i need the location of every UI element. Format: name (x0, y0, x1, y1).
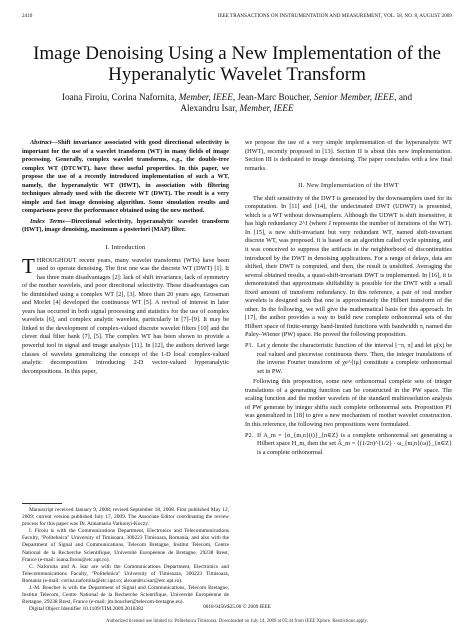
authors-part-1: Ioana Firoiu, Corina Nafornita, (61, 92, 177, 102)
left-column (22, 139, 229, 376)
download-notice: Authorized licensed use limited to: Politehnica Timisoara. Downloaded on July 14, 2009 at 05:44 from IEEE Xplore. Restrictions apply. (106, 619, 368, 624)
copyright-line: 0018-9456/$25.00 © 2009 IEEE (203, 604, 271, 610)
abstract-lead: Abstract (30, 139, 52, 146)
section-heading-introduction: I. Introduction (105, 244, 146, 252)
index-terms-text: —Directional selectivity, hyperanalytic wavelet transform (HWT), image denoising, maximum a posteriori (MAP) filter. (22, 217, 229, 234)
author-role-1: Member, IEEE, (178, 92, 236, 102)
proposition-p2-text: If A_m = {α_{m,n}(t)}_{n∈Z} is a complete orthonormal set generating a Hilbert space H_m, then the set Â_m = {(1/2π)^{1/2} · ω_{m,n}(ω)}_{n∈Z} is a complete orthonormal (257, 431, 452, 456)
intro-paragraph (22, 253, 229, 377)
footnote-rule (22, 503, 62, 504)
section2-paragraph-1: The shift sensitivity of the DWT is generated by the downsamplers used for its computation. In [11] and [14], the undecimated DWT (UDWT) is presented, which is a WT without downsamplers. Although the UDWT is shift insensitive, it has high redundancy 2^J (where J represents the number of iterations of the WT). In [15], a new shift-invariant but very redundant WT, named shift-invariant discrete WT, was proposed. It is based on an algorithm called cycle spinning, and it was conceived to suppress the artifacts in the neighborhood of discontinuities introduced by the DWT in denoising applications. For a range of delays, data are shifted, their DWT is computed, and then, the result is unshifted. Averaging the several obtained results, a quasi-shift-invariant DWT is implemented. In [16], it is demonstrated that approximate shiftability is possible for the DWT with a small fixed amount of transform redundancy. In this reference, a pair of real mother wavelets is designed such that one is approximately the Hilbert transform of the other. In the following, we will give the mathematical basis for this approach. In [17], the author provides a way to build new complete orthonormal sets of the Hilbert space of finite-energy band-limited functions with bandwidth π, named the Paley–Wiener (PW) space. He proved the following proposition. (245, 194, 452, 339)
page-number: 2410 (22, 13, 33, 19)
paper-title: Image Denoising Using a New Implementation of the Hyperanalytic Wavelet Transform (33, 43, 441, 85)
proposition-p2-tag: P2. (245, 431, 254, 439)
authors-part-4: Alexandru Isar, (180, 103, 238, 113)
footnote-author-boucher: J.-M. Boucher is with the Department of Signal and Communications, Telecom Bretagne, Institut Telecom, Centre National de la Recherche Scientifique, Université Européenne de Bretagne, 29238 Brest, France (e-mail: jm.boucher@telecom-bretagne.eu). (22, 585, 229, 606)
running-head (22, 13, 452, 19)
abstract-text: —Shift invariance associated with good directional selectivity is important for the use of a wavelet transform (WT) in many fields of image processing. Generally, complex wavelet transforms, e.g., the double-tree complex WT (DTCWT), have these useful properties. In this paper, we propose the use of a recently introduced implementation of such a WT, namely, the hyperanalytic WT (HWT), in association with filtering techniques already used with the discrete WT (DWT). The result is a very simple and fast image denoising algorithm. Some simulation results and comparisons prove the performance obtained using the new method. (22, 139, 229, 215)
footnote-author-nafornita-isar: C. Nafornita and A. Isar are with the Communications Department, Electronics and Telecommunications Faculty, "Politehnica" University of Timisoara, 300223 Timisoara, Romania (e-mail: corina.nafornita@etc.upt.ro; alexandru.isar@etc.upt.ro). (22, 563, 229, 584)
authors-part-3: and (398, 92, 413, 102)
footnotes (22, 503, 229, 613)
intro-text: HROUGHOUT recent years, many wavelet transforms (WTs) have been used to operate denoising. The first one was the discrete WT (DWT) [1]. It has three main disadvantages [2]: lack of shift invariance, lack of symmetry of the mother wavelets, and poor directional selectivity. These disadvantages can be diminished using a complex WT [2], [3]. More than 20 years ago, Grossman and Morlet [4] developed the continuous WT [5]. A revival of interest in later years has occurred in both signal processing and statistics for the use of complex wavelets [6], and complex analytic wavelets, particularly in [7]–[9]. It may be linked to the development of complex-valued discrete wavelet filters [10] and the clever dual filter bank [7], [5]. The complex WT has been shown to provide a powerful tool in signal and image analysis [11]. In [12], the authors derived large classes of wavelets generalizing the concept of the 1-D local complex-valued analytic decomposition introducing 2-D vector-valued hyperanalytic decompositions. In this paper, (22, 256, 229, 375)
proposition-p1-tag: P1. (245, 342, 254, 350)
footnote-doi: Digital Object Identifier 10.1109/TIM.2009.2016382 (29, 606, 144, 613)
proposition-p2 (245, 432, 452, 458)
author-role-3: Member, IEEE (239, 103, 294, 113)
footnote-manuscript: Manuscript received January 9, 2008; revised September 18, 2008. First published May 12, 2009; current version published July 17, 2009. The Associate Editor coordinating the review process for this paper was Dr. Annamaria Varkonyi-Koczy. (22, 507, 229, 528)
proposition-p1 (245, 342, 452, 376)
footnote-author-firoiu: I. Firoiu is with the Communications Department, Electronics and Telecommunications Faculty, "Politehnica" University of Timisoara, 300223 Timisoara, Romania, and also with the Department of Signal and Communications, Telecom Bretagne, Institut Telecom, Centre National de la Recherche Scientifique, Université Européenne de Bretagne, 29238 Brest, France (e-mail: ioana.firoiu@etc.upt.ro). (22, 528, 229, 563)
index-terms-lead: Index Terms (30, 217, 65, 225)
author-role-2: Senior Member, IEEE, (313, 92, 397, 102)
intro-continued: we propose the use of a very simple implementation of the hyperanalytic WT (HWT), recently proposed in [13]. Section II is about this new implementation. Section III is dedicated to image denoising. The paper concludes with a few final remarks. (245, 139, 452, 172)
authors-part-2: Jean-Marc Boucher, (237, 92, 312, 102)
section2-paragraph-2: Following this proposition, some new orthonormal complete sets of integer translations of a generating function can be constructed in the PW space. The scaling function and the mother wavelets of the standard multiresolution analysis of PW generate by integer shifts such complete orthonormal sets. Proposition P1 was generalized in [18] to give a new mechanism of mother wavelet construction. In this reference, the following two propositions were formulated. (245, 378, 452, 428)
index-terms (22, 218, 229, 235)
author-block (30, 92, 444, 114)
journal-name: IEEE TRANSACTIONS ON INSTRUMENTATION AND MEASUREMENT, VOL. 58, NO. 8, AUGUST 2009 (217, 13, 452, 19)
section-heading-new-implementation: II. New Implementation of the HWT (298, 182, 399, 190)
abstract (22, 139, 229, 216)
proposition-p1-text: Let χ denote the characteristic function of the interval [−π, π] and let μ(x) be real valued and piecewise continuous there. Then, the integer translations of the inverse Fourier transform of χe^{iμ} constitute a complete orthonormal set in PW. (257, 342, 452, 375)
drop-cap: T (22, 253, 35, 278)
right-column (245, 139, 452, 457)
